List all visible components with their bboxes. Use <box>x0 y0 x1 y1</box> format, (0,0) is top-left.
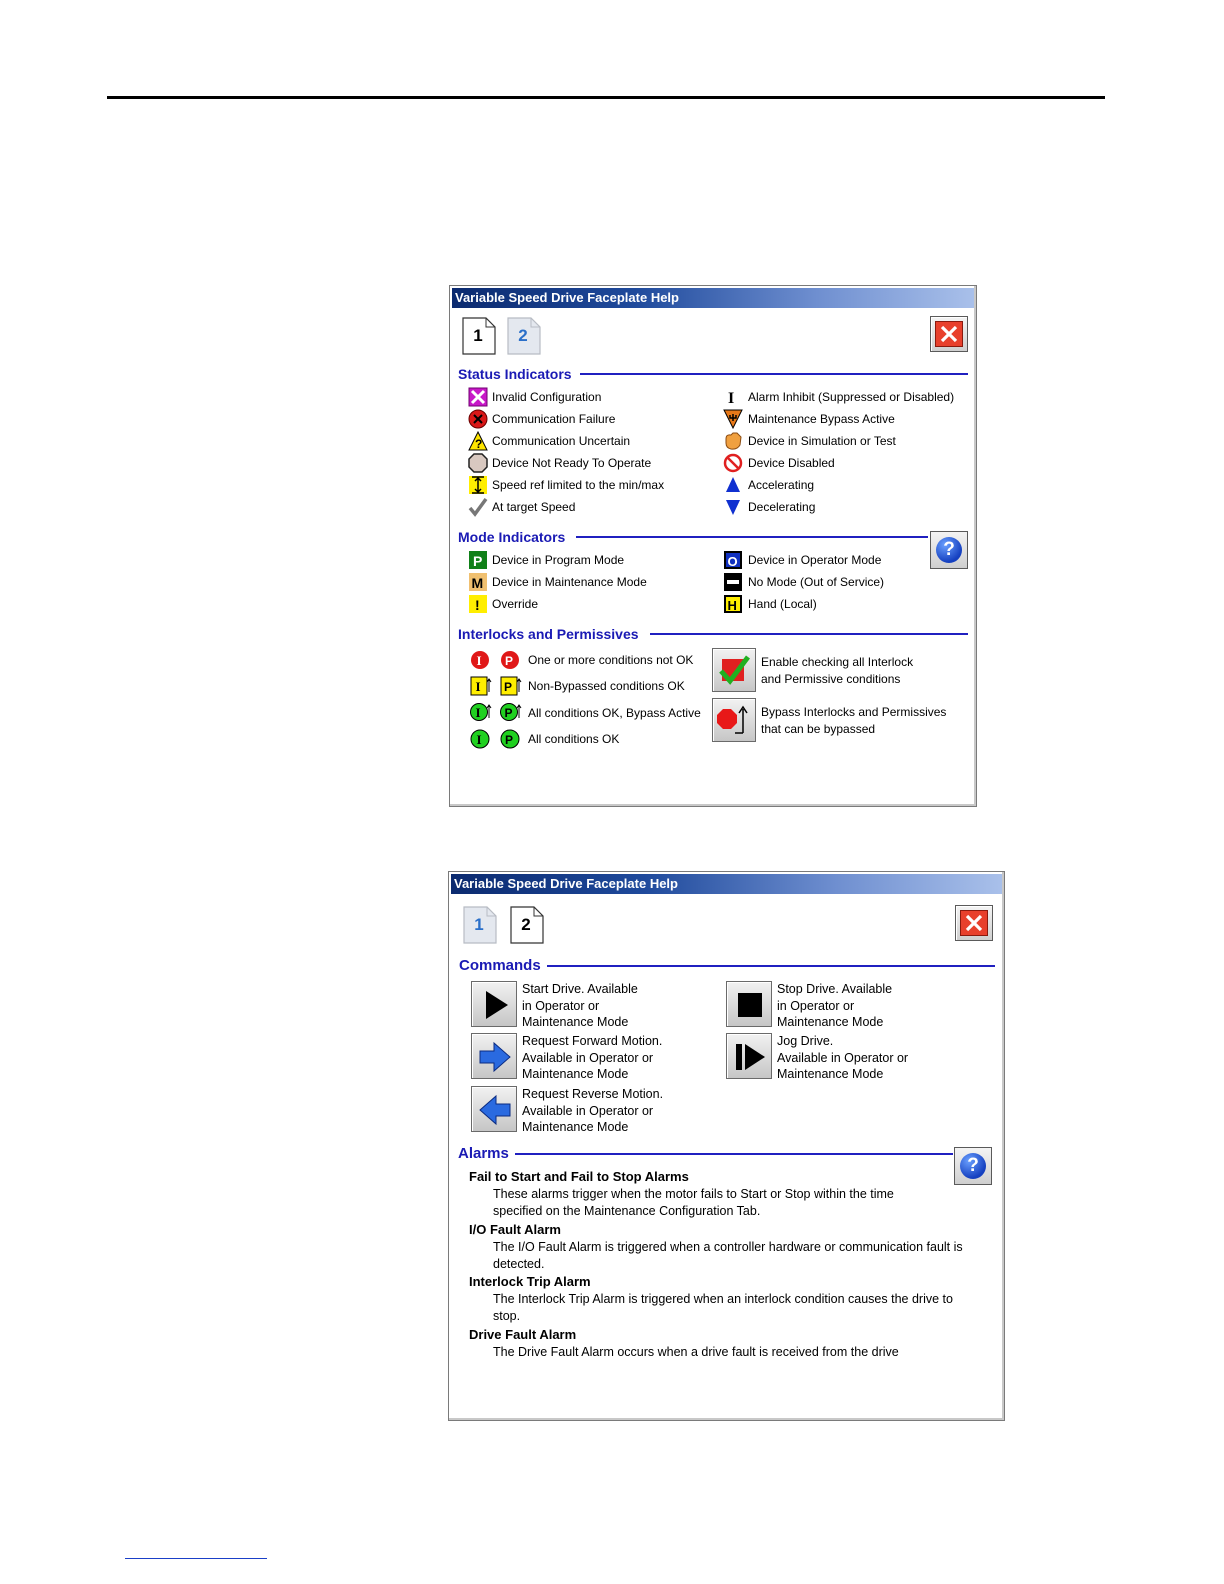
footer-link-underline <box>125 1558 267 1559</box>
close-icon <box>935 321 963 347</box>
svg-text:?: ? <box>475 437 483 451</box>
close-button[interactable] <box>930 316 968 352</box>
permissive-bypass-active-icon <box>500 702 520 722</box>
tab-page-2[interactable] <box>510 906 544 944</box>
svg-text:P: P <box>504 680 513 694</box>
invalid-configuration-icon <box>468 387 488 407</box>
tab-page-1[interactable] <box>463 906 497 944</box>
speed-limited-icon <box>468 475 488 495</box>
svg-text:I: I <box>475 679 481 694</box>
status-label: Alarm Inhibit (Suppressed or Disabled) <box>748 390 955 404</box>
interlock-label: All conditions OK, Bypass Active <box>528 706 701 720</box>
help-icon: ? <box>936 537 962 563</box>
enable-interlocks-button[interactable] <box>712 648 756 692</box>
alarm-title: I/O Fault Alarm <box>469 1222 561 1237</box>
window-title: Variable Speed Drive Faceplate Help <box>451 874 1002 894</box>
alarm-description: The Drive Fault Alarm occurs when a drive fault is received from the drive <box>493 1345 899 1359</box>
interlock-label: All conditions OK <box>528 732 620 746</box>
interlock-bypass-active-icon <box>470 702 490 722</box>
check-icon <box>717 653 751 687</box>
program-mode-icon <box>469 551 489 571</box>
hand-local-icon <box>724 595 744 615</box>
status-label: Accelerating <box>748 478 815 492</box>
tab-label: 2 <box>521 915 531 934</box>
close-icon <box>960 910 988 936</box>
maintenance-bypass-icon <box>723 409 743 429</box>
mode-label: Device in Maintenance Mode <box>492 575 647 589</box>
tab-label: 1 <box>474 915 484 934</box>
window-title: Variable Speed Drive Faceplate Help <box>452 288 974 308</box>
section-divider <box>580 373 968 375</box>
alarm-description: The I/O Fault Alarm is triggered when a controller hardware or communication fault is detected. <box>493 1240 963 1271</box>
section-interlocks: Interlocks and Permissives <box>458 626 639 642</box>
status-label: Device Not Ready To Operate <box>492 456 652 470</box>
faceplate-help-window-1 <box>449 285 977 807</box>
status-label: Invalid Configuration <box>492 390 602 404</box>
alarm-title: Fail to Start and Fail to Stop Alarms <box>469 1169 689 1184</box>
faceplate-help-window-2 <box>448 871 1005 1421</box>
stop-icon <box>733 988 767 1022</box>
status-label: Decelerating <box>748 500 816 514</box>
arrow-right-icon <box>478 1040 512 1074</box>
device-not-ready-icon <box>468 453 488 473</box>
tab-page-1[interactable] <box>462 317 496 355</box>
operator-mode-icon <box>724 551 744 571</box>
reverse-motion-label: Request Reverse Motion. Available in Operator or Maintenance Mode <box>522 1087 664 1134</box>
status-label: Communication Uncertain <box>492 434 631 448</box>
section-divider <box>547 965 995 967</box>
permissive-nonbypassed-ok-icon <box>500 676 520 696</box>
maintenance-mode-icon <box>469 573 489 593</box>
reverse-motion-button[interactable] <box>471 1086 517 1132</box>
accelerating-icon <box>723 475 743 495</box>
section-status-indicators: Status Indicators <box>458 366 572 382</box>
alarm-description: The Interlock Trip Alarm is triggered when an interlock condition causes the drive to stop. <box>493 1292 953 1323</box>
close-button[interactable] <box>955 905 993 941</box>
svg-text:P: P <box>505 654 514 668</box>
section-divider <box>515 1153 953 1155</box>
svg-text:P: P <box>473 553 483 569</box>
jog-drive-label: Jog Drive. Available in Operator or Maintenance Mode <box>777 1034 909 1081</box>
status-label: Speed ref limited to the min/max <box>492 478 665 492</box>
interlock-not-ok-icon <box>470 650 490 670</box>
mode-label: No Mode (Out of Service) <box>748 575 885 589</box>
interlock-label: One or more conditions not OK <box>528 653 694 667</box>
alarm-title: Drive Fault Alarm <box>469 1327 577 1342</box>
check-icon <box>468 497 488 517</box>
status-label: Device in Simulation or Test <box>748 434 896 448</box>
communication-failure-icon <box>468 409 488 429</box>
section-commands: Commands <box>459 957 541 974</box>
override-icon <box>469 595 489 615</box>
jog-drive-button[interactable] <box>726 1033 772 1079</box>
svg-text:I: I <box>475 705 481 720</box>
help-button[interactable] <box>930 531 968 569</box>
interlock-label: Non-Bypassed conditions OK <box>528 679 685 693</box>
status-label: Communication Failure <box>492 412 616 426</box>
section-alarms: Alarms <box>458 1145 509 1162</box>
tab-page-2[interactable] <box>507 317 541 355</box>
communication-uncertain-icon <box>468 431 488 451</box>
mode-label: Device in Program Mode <box>492 553 625 567</box>
stop-drive-label: Stop Drive. Available in Operator or Maintenance Mode <box>777 982 893 1029</box>
svg-text:P: P <box>504 706 513 720</box>
no-mode-icon <box>724 573 744 593</box>
enable-interlocks-label: Enable checking all Interlock and Permissive conditions <box>761 655 914 686</box>
help-button[interactable] <box>954 1147 992 1185</box>
forward-motion-label: Request Forward Motion. Available in Operator or Maintenance Mode <box>522 1034 663 1081</box>
svg-text:I: I <box>476 732 482 747</box>
interlock-ok-icon <box>470 729 490 749</box>
simulation-icon <box>723 431 743 451</box>
permissive-not-ok-icon <box>500 650 520 670</box>
status-label: Device Disabled <box>748 456 835 470</box>
svg-text:!: ! <box>475 597 480 613</box>
arrow-left-icon <box>478 1093 512 1127</box>
section-divider <box>650 633 968 635</box>
bypass-interlocks-label: Bypass Interlocks and Permissives that can be bypassed <box>761 705 947 736</box>
device-disabled-icon <box>723 453 743 473</box>
permissive-ok-icon <box>500 729 520 749</box>
section-mode-indicators: Mode Indicators <box>458 529 566 545</box>
section-divider <box>576 536 928 538</box>
svg-text:M: M <box>471 575 484 591</box>
bypass-interlocks-button[interactable] <box>712 698 756 742</box>
start-drive-label: Start Drive. Available in Operator or Maintenance Mode <box>522 982 638 1029</box>
interlock-nonbypassed-ok-icon <box>470 676 490 696</box>
forward-motion-button[interactable] <box>471 1033 517 1079</box>
bypass-icon <box>717 703 751 737</box>
alarm-description: These alarms trigger when the motor fails to Start or Stop within the time specified on the Maintenance Configuration Tab. <box>493 1187 894 1218</box>
stop-drive-button[interactable] <box>726 981 772 1027</box>
status-label: At target Speed <box>492 500 576 514</box>
svg-text:O: O <box>727 554 738 569</box>
svg-text:H: H <box>727 598 737 613</box>
mode-label: Hand (Local) <box>748 597 817 611</box>
decelerating-icon <box>723 497 743 517</box>
mode-label: Override <box>492 597 539 611</box>
alarm-inhibit-letter: I <box>728 390 735 407</box>
status-label: Maintenance Bypass Active <box>748 412 895 426</box>
play-icon <box>478 988 512 1022</box>
alarm-title: Interlock Trip Alarm <box>469 1274 591 1289</box>
jog-icon <box>733 1040 767 1074</box>
help-icon: ? <box>960 1153 986 1179</box>
svg-text:I: I <box>476 653 482 668</box>
alarm-inhibit-icon <box>723 387 743 407</box>
top-rule <box>107 96 1105 99</box>
mode-label: Device in Operator Mode <box>748 553 882 567</box>
tab-label: 1 <box>473 326 483 345</box>
svg-text:P: P <box>505 733 514 747</box>
start-drive-button[interactable] <box>471 981 517 1027</box>
tab-label: 2 <box>518 326 528 345</box>
